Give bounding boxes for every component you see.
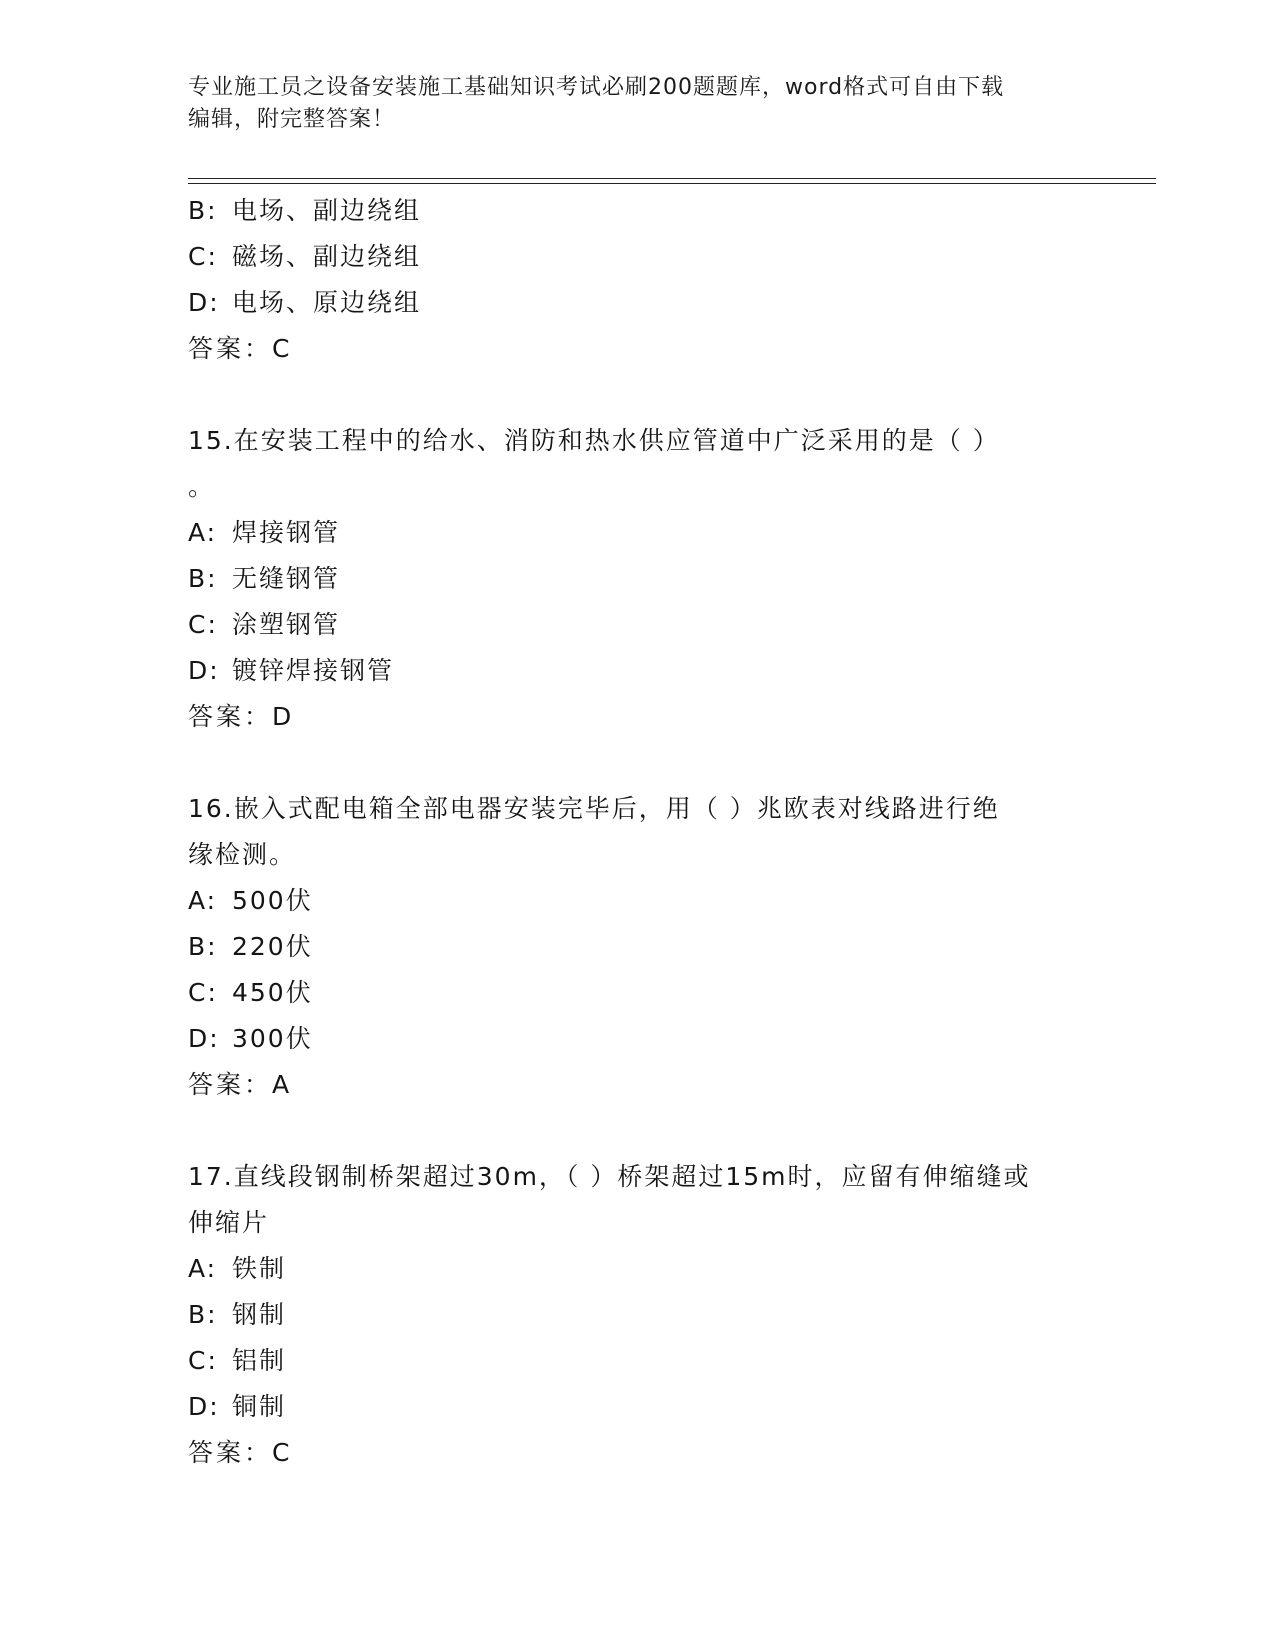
header-divider-bottom [188, 183, 1156, 184]
option-label: B: [188, 1300, 218, 1329]
option-label: D: [188, 656, 220, 685]
option-text: 300伏 [232, 1024, 313, 1053]
question-block-15 [188, 418, 1088, 740]
option-label: D: [188, 1392, 220, 1421]
option-a [188, 1246, 1088, 1292]
option-text: 450伏 [232, 978, 313, 1007]
document-header [188, 72, 1078, 136]
option-text: 220伏 [232, 932, 313, 961]
option-label: D: [188, 288, 220, 317]
option-text: 涂塑钢管 [232, 610, 341, 639]
option-text: 磁场、副边绕组 [232, 242, 422, 271]
option-c [188, 970, 1088, 1016]
option-b [188, 188, 1088, 234]
option-d [188, 648, 1088, 694]
header-title-line-2: 编辑，附完整答案！ [188, 107, 396, 132]
question-stem-line-2: 伸缩片 [188, 1208, 270, 1237]
option-label: C: [188, 610, 218, 639]
question-block-16 [188, 786, 1088, 1108]
option-text: 电场、原边绕组 [232, 288, 422, 317]
option-c [188, 602, 1088, 648]
answer-line: 答案：D [188, 702, 295, 731]
spacer [188, 372, 1088, 418]
option-label: C: [188, 978, 218, 1007]
option-b [188, 1292, 1088, 1338]
option-text: 铁制 [232, 1254, 287, 1283]
answer-line: 答案：C [188, 334, 293, 363]
question-stem-line-1: 16.嵌入式配电箱全部电器安装完毕后，用（ ）兆欧表对线路进行绝 [188, 794, 1000, 823]
option-label: B: [188, 564, 218, 593]
option-text: 镀锌焊接钢管 [232, 656, 395, 685]
option-text: 焊接钢管 [232, 518, 341, 547]
option-c [188, 1338, 1088, 1384]
question-stem-line-2: 缘检测。 [188, 840, 297, 869]
answer-line: 答案：A [188, 1070, 293, 1099]
option-text: 钢制 [232, 1300, 287, 1329]
option-b [188, 924, 1088, 970]
question-stem-line-2: 。 [188, 472, 216, 501]
question-stem-line-1: 15.在安装工程中的给水、消防和热水供应管道中广泛采用的是（ ） [188, 426, 1000, 455]
question-block-14-tail [188, 188, 1088, 372]
option-c [188, 234, 1088, 280]
option-d [188, 1016, 1088, 1062]
option-d [188, 280, 1088, 326]
option-label: A: [188, 1254, 218, 1283]
option-b [188, 556, 1088, 602]
question-block-17 [188, 1154, 1088, 1476]
option-label: C: [188, 1346, 218, 1375]
option-text: 铝制 [232, 1346, 287, 1375]
header-divider-top [188, 178, 1156, 179]
option-label: A: [188, 886, 218, 915]
option-a [188, 878, 1088, 924]
spacer [188, 740, 1088, 786]
option-label: D: [188, 1024, 220, 1053]
option-d [188, 1384, 1088, 1430]
option-label: C: [188, 242, 218, 271]
header-title-line-1: 专业施工员之设备安装施工基础知识考试必刷200题题库，word格式可自由下载 [188, 75, 1005, 100]
option-a [188, 510, 1088, 556]
option-text: 500伏 [232, 886, 313, 915]
option-text: 铜制 [232, 1392, 287, 1421]
option-label: B: [188, 932, 218, 961]
spacer [188, 1108, 1088, 1154]
option-text: 电场、副边绕组 [232, 196, 422, 225]
answer-line: 答案：C [188, 1438, 293, 1467]
question-list [188, 188, 1088, 1476]
option-label: A: [188, 518, 218, 547]
question-stem-line-1: 17.直线段钢制桥架超过30m，（ ）桥架超过15m时，应留有伸缩缝或 [188, 1162, 1031, 1191]
option-label: B: [188, 196, 218, 225]
option-text: 无缝钢管 [232, 564, 341, 593]
